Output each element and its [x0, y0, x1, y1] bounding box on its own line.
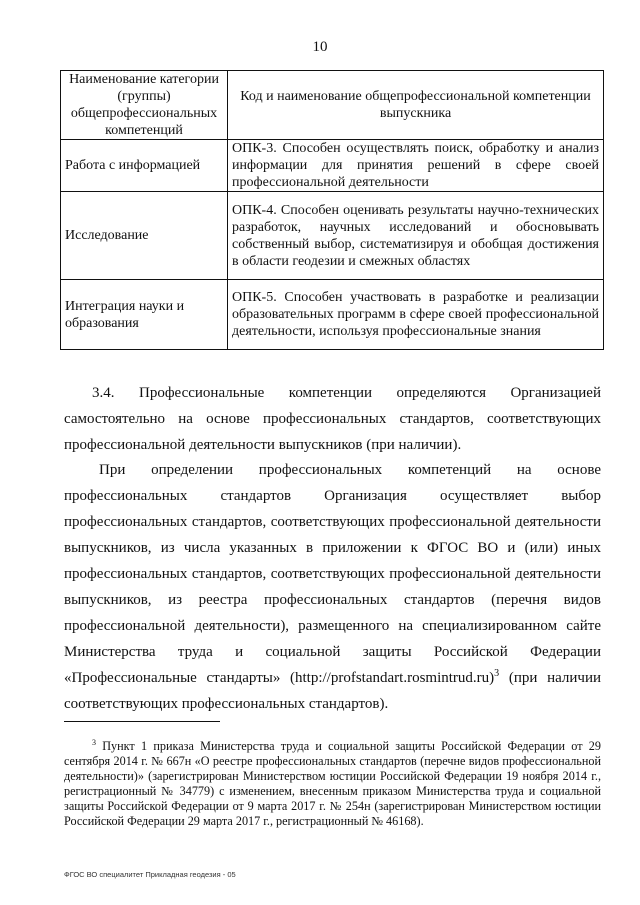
competence-cell: ОПК-3. Способен осуществлять поиск, обработку и анализ информации для принятия решений в сфере своей профессиональной деятельности	[228, 140, 604, 192]
header-code: Код и наименование общепрофессиональной компетенции выпускника	[228, 71, 604, 140]
footnote-number: 3	[92, 738, 96, 748]
category-cell: Работа с информацией	[61, 140, 228, 192]
footnote	[64, 739, 601, 829]
competence-cell: ОПК-5. Способен участвовать в разработке и реализации образовательных программ в сфере своей профессиональной деятельности, используя профессиональные знания	[228, 280, 604, 350]
paragraph-professional-standards	[64, 457, 601, 717]
table-row	[61, 192, 604, 280]
table-row	[61, 140, 604, 192]
footnote-divider	[64, 721, 220, 722]
competencies-table	[60, 70, 604, 350]
page-footer: ФГОС ВО специалитет Прикладная геодезия - 05	[64, 870, 236, 879]
paragraph-text: При определении профессиональных компетенций на основе профессиональных стандартов Организация осуществляет выбор профессиональных стандартов, соответствующих профессиональной деятельности выпускников, из числа указанных в приложении к ФГОС ВО и (или) иных профессиональных стандартов, соответствующих профессиональной деятельности выпускников, из реестра профессиональных стандартов (перечня видов профессиональной деятельности), размещенного на специализированном сайте Министерства труда и социальной защиты Российской Федерации «Профессиональные стандарты» (http://profstandart.rosmintrud.ru)	[64, 462, 601, 686]
paragraph-3-4: 3.4. Профессиональные компетенции определяются Организацией самостоятельно на основе профессиональных стандартов, соответствующих профессиональной деятельности выпускников (при наличии).	[64, 385, 601, 453]
table-header-row	[61, 71, 604, 140]
footnote-reference: 3	[494, 668, 500, 679]
page-number: 10	[312, 39, 328, 55]
category-cell: Исследование	[61, 192, 228, 280]
category-cell: Интеграция науки и образования	[61, 280, 228, 350]
header-category: Наименование категории (группы) общепрофессиональных компетенций	[61, 71, 228, 140]
competence-cell: ОПК-4. Способен оценивать результаты научно-технических разработок, научных исследований и обосновывать собственный выбор, систематизируя и обобщая достижения в области геодезии и смежных областях	[228, 192, 604, 280]
table-row	[61, 280, 604, 350]
paragraph-text-end: (при наличии соответствующих профессиональных стандартов).	[64, 670, 601, 712]
footnote-text: Пункт 1 приказа Министерства труда и социальной защиты Российской Федерации от 29 сентября 2014 г. № 667н «О реестре профессиональных стандартов (перечне видов профессиональной деятельности)» (зарегистрирован Министерством юстиции Российской Федерации 19 ноября 2014 г., регистрационный № 34779) с изменением, внесенным приказом Министерства труда и социальной защиты Российской Федерации от 9 марта 2017 г. № 254н (зарегистрирован Министерством юстиции Российской Федерации 29 марта 2017 г., регистрационный № 46168).	[64, 739, 601, 829]
